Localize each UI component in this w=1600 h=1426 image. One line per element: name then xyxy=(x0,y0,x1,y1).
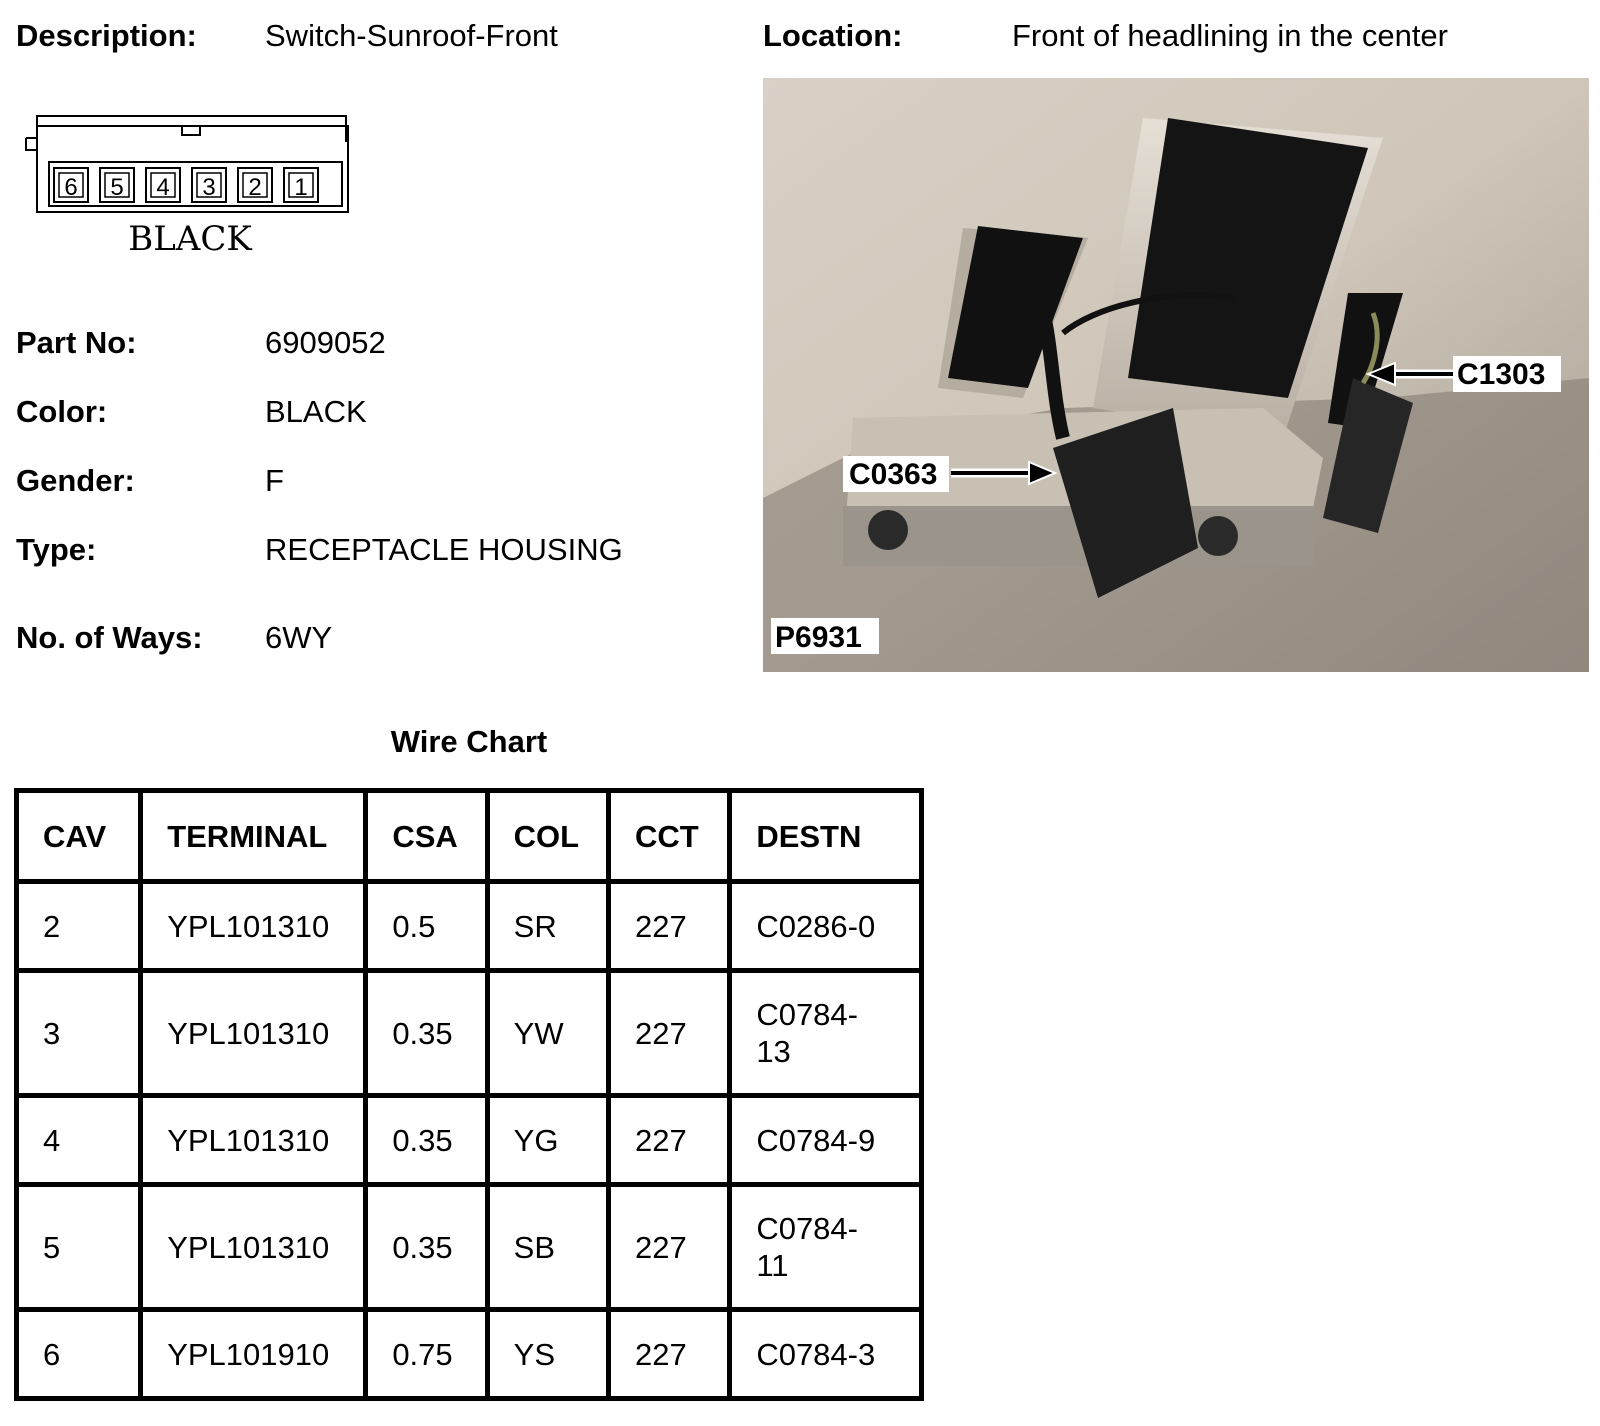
cell-cct: 227 xyxy=(609,1185,730,1310)
cell-cav: 2 xyxy=(17,882,141,971)
table-row xyxy=(17,882,922,971)
wire-chart-title: Wire Chart xyxy=(390,724,548,759)
color-label: Color: xyxy=(16,394,108,429)
part-no-label: Part No: xyxy=(16,325,137,360)
cell-cav: 5 xyxy=(17,1185,141,1310)
header-destn: DESTN xyxy=(730,791,922,882)
cell-cav: 3 xyxy=(17,971,141,1096)
header-terminal: TERMINAL xyxy=(141,791,366,882)
cell-cct: 227 xyxy=(609,971,730,1096)
table-row xyxy=(17,971,922,1096)
cell-csa: 0.5 xyxy=(366,882,487,971)
connector-pin-number: 1 xyxy=(294,174,308,201)
description-label: Description: xyxy=(16,18,197,53)
header-csa: CSA xyxy=(366,791,487,882)
cell-destn xyxy=(730,1096,922,1185)
gender-label: Gender: xyxy=(16,463,135,498)
cell-terminal: YPL101310 xyxy=(141,1185,366,1310)
cell-col: YW xyxy=(487,971,608,1096)
wire-chart-header-row xyxy=(17,791,922,882)
type-value: RECEPTACLE HOUSING xyxy=(265,532,623,567)
cell-col: YG xyxy=(487,1096,608,1185)
header-cav: CAV xyxy=(17,791,141,882)
table-row xyxy=(17,1310,922,1399)
connector-pin-number: 3 xyxy=(202,174,216,201)
cell-destn xyxy=(730,882,922,971)
cell-cct: 227 xyxy=(609,1310,730,1399)
connector-pin-number: 4 xyxy=(156,174,170,201)
connector-pin-number: 5 xyxy=(110,174,124,201)
callout-c0363-label: C0363 xyxy=(849,458,938,491)
cell-terminal: YPL101310 xyxy=(141,1096,366,1185)
cell-csa: 0.35 xyxy=(366,971,487,1096)
connector-pin-number: 6 xyxy=(64,174,78,201)
cell-col: SB xyxy=(487,1185,608,1310)
cell-cct: 227 xyxy=(609,882,730,971)
cell-col: SR xyxy=(487,882,608,971)
cell-csa: 0.75 xyxy=(366,1310,487,1399)
location-photo xyxy=(763,78,1589,672)
connector-pins xyxy=(54,168,318,202)
cell-destn xyxy=(730,1310,922,1399)
destn-text: C0784-11 xyxy=(756,1211,858,1283)
photo-ref-label: P6931 xyxy=(775,621,862,654)
connector-pin-number: 2 xyxy=(248,174,262,201)
destn-text: C0784-3 xyxy=(756,1336,876,1372)
header-cct: CCT xyxy=(609,791,730,882)
cell-terminal: YPL101310 xyxy=(141,971,366,1096)
location-label: Location: xyxy=(763,18,903,53)
table-row xyxy=(17,1185,922,1310)
ways-label: No. of Ways: xyxy=(16,620,203,655)
gender-value: F xyxy=(265,463,284,498)
type-label: Type: xyxy=(16,532,97,567)
description-value: Switch-Sunroof-Front xyxy=(265,18,558,53)
color-value: BLACK xyxy=(265,394,367,429)
connector-diagram xyxy=(22,112,352,262)
cell-destn xyxy=(730,971,922,1096)
cell-cav: 6 xyxy=(17,1310,141,1399)
location-value: Front of headlining in the center xyxy=(1012,18,1448,53)
cell-cav: 4 xyxy=(17,1096,141,1185)
destn-text: C0286-0 xyxy=(756,908,876,944)
cell-col: YS xyxy=(487,1310,608,1399)
header-col: COL xyxy=(487,791,608,882)
cell-csa: 0.35 xyxy=(366,1185,487,1310)
cell-cct: 227 xyxy=(609,1096,730,1185)
callout-c1303-label: C1303 xyxy=(1457,358,1546,391)
destn-text: C0784-9 xyxy=(756,1122,876,1158)
wire-chart-table xyxy=(14,788,924,1401)
ways-value: 6WY xyxy=(265,620,333,655)
cell-csa: 0.35 xyxy=(366,1096,487,1185)
part-no-value: 6909052 xyxy=(265,325,386,360)
destn-text: C0784-13 xyxy=(756,997,858,1069)
cell-destn xyxy=(730,1185,922,1310)
cell-terminal: YPL101910 xyxy=(141,1310,366,1399)
table-row xyxy=(17,1096,922,1185)
cell-terminal: YPL101310 xyxy=(141,882,366,971)
connector-color-text: BLACK xyxy=(128,219,252,259)
